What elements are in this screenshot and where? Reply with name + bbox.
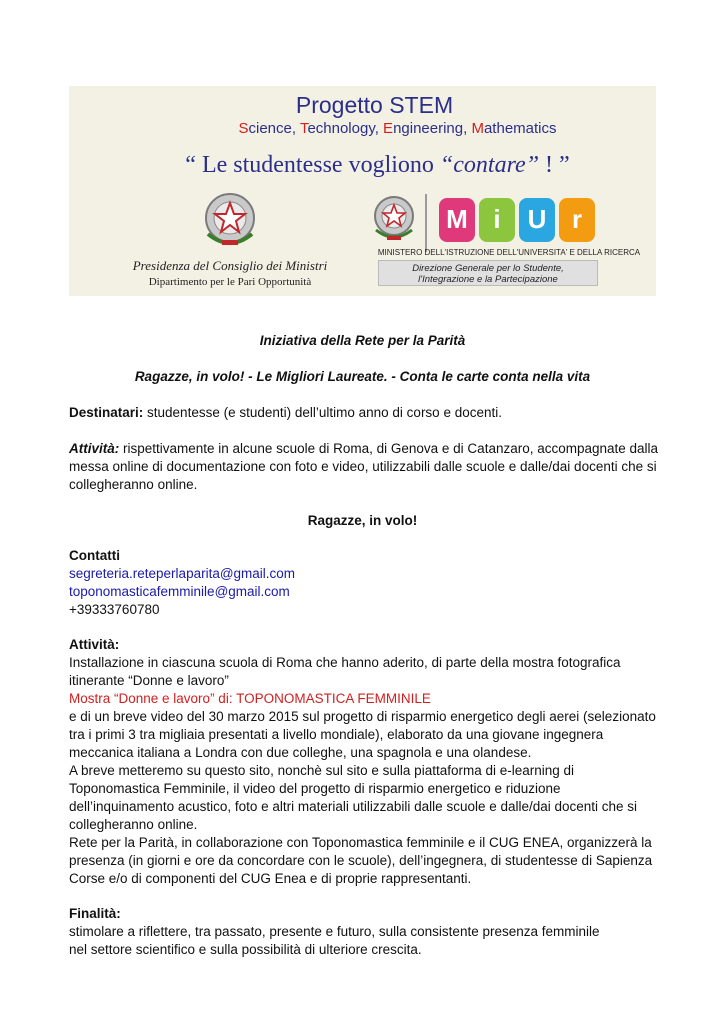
letter-t: T xyxy=(299,120,308,137)
finalita-line-1: stimolare a riflettere, tra passato, presente e futuro, sulla consistente presenza femminile xyxy=(69,924,600,939)
attivita2-line-6: A breve metteremo su questo sito, nonchè sul sito e sulla piattaforma di e-learning di xyxy=(69,763,575,778)
attivita2-line-11: presenza (in giorni e ore da concordare con le scuole), dell’ingegnera, di studentesse di Sapienza xyxy=(69,853,653,868)
destinatari-label: Destinatari: xyxy=(69,405,144,420)
direzione-box xyxy=(378,260,598,286)
quote-close: ! ” xyxy=(539,152,570,178)
attivita2-line-12: Corse e/o di componenti del CUG Enea e di proprie rappresentanti. xyxy=(69,871,472,886)
miur-logo-r: r xyxy=(559,198,595,242)
miur-logo-i: i xyxy=(479,198,515,242)
attivita2-line-3: e di un breve video del 30 marzo 2015 sul progetto di risparmio energetico degli aerei (selezionato xyxy=(69,709,656,724)
banner-title: Progetto STEM xyxy=(295,92,454,118)
word-technology: echnology, xyxy=(307,120,384,137)
ministero-label: MINISTERO DELL'ISTRUZIONE DELL'UNIVERSITA' E DELLA RICERCA xyxy=(377,248,641,257)
banner-quote xyxy=(69,152,656,179)
miur-logo-m: M xyxy=(439,198,475,242)
republic-emblem-icon xyxy=(202,190,258,250)
direzione-line-2: l'Integrazione e la Partecipazione xyxy=(418,274,558,285)
attivita2-line-7: Toponomastica Femminile, il video del progetto di risparmio energetico e riduzione xyxy=(69,781,561,796)
mostra-highlight: Mostra “Donne e lavoro” di: TOPONOMASTICA FEMMINILE xyxy=(69,691,431,706)
miur-logo-u: U xyxy=(519,198,555,242)
dipartimento-label: Dipartimento per le Pari Opportunità xyxy=(148,276,312,288)
contatti-label: Contatti xyxy=(69,548,120,563)
email-link-toponomastica[interactable]: toponomasticafemminile@gmail.com xyxy=(69,584,290,599)
header-banner xyxy=(69,86,656,296)
attivita2-label: Attività: xyxy=(69,637,120,652)
attivita-line-3: collegheranno online. xyxy=(69,477,198,492)
attivita2-line-1: Installazione in ciascuna scuola di Roma che hanno aderito, di parte della mostra fotografica xyxy=(69,655,621,670)
attivita2-line-4: tra i primi 3 tra migliaia presentati a livello mondiale), elaborato da una giovane ingegnera xyxy=(69,727,604,742)
initiative-title: Iniziativa della Rete per la Parità xyxy=(259,333,466,348)
word-science: cience, xyxy=(248,120,300,137)
banner-divider xyxy=(425,194,427,252)
quote-open: “ Le studentesse vogliono xyxy=(185,152,440,178)
attivita-line-2: messa online di documentazione con foto e video, utilizzabili dalle scuole e dalle/dai docenti che si xyxy=(69,459,657,474)
destinatari-text: studentesse (e studenti) dell’ultimo anno di corso e docenti. xyxy=(143,405,502,420)
phone-number: +39333760780 xyxy=(69,602,160,617)
attivita-text-1: rispettivamente in alcune scuole di Roma, di Genova e di Catanzaro, accompagnate dalla xyxy=(119,441,659,456)
attivita-label: Attività: xyxy=(69,441,120,456)
word-engineering: ngineering, xyxy=(393,120,472,137)
finalita-line-2: nel settore scientifico e sulla possibilità di ulteriore crescita. xyxy=(69,942,422,957)
attivita2-line-9: collegheranno online. xyxy=(69,817,198,832)
attivita2-line-10: Rete per la Parità, in collaborazione con Toponomastica femminile e il CUG ENEA, organizzerà la xyxy=(69,835,652,850)
direzione-line-1: Direzione Generale per lo Studente, xyxy=(412,263,564,274)
attivita2-line-5: meccanica italiana a Londra con due colleghe, una spagnola e una olandese. xyxy=(69,745,532,760)
ministry-emblem-icon xyxy=(371,194,417,244)
quote-italic: “contare” xyxy=(439,152,540,178)
ragazze-heading: Ragazze, in volo! xyxy=(307,513,418,528)
attivita2-line-8: dell’inquinamento acustico, foto e altri materiali utilizzabili dalle scuole e dalle/dai docenti che si xyxy=(69,799,638,814)
attivita2-line-2: itinerante “Donne e lavoro” xyxy=(69,673,229,688)
letter-e: E xyxy=(383,120,394,137)
attivita-line-1 xyxy=(69,440,669,458)
letter-m: M xyxy=(471,120,484,137)
email-link-segreteria[interactable]: segreteria.reteperlaparita@gmail.com xyxy=(69,566,296,581)
banner-subtitle xyxy=(69,120,656,137)
presidenza-label: Presidenza del Consiglio dei Ministri xyxy=(132,258,328,273)
destinatari-paragraph xyxy=(69,404,669,422)
document-subtitle: Ragazze, in volo! - Le Migliori Laureate. - Conta le carte conta nella vita xyxy=(134,369,591,384)
finalita-label: Finalità: xyxy=(69,906,121,921)
letter-s: S xyxy=(238,120,249,137)
word-mathematics: athematics xyxy=(483,120,557,137)
